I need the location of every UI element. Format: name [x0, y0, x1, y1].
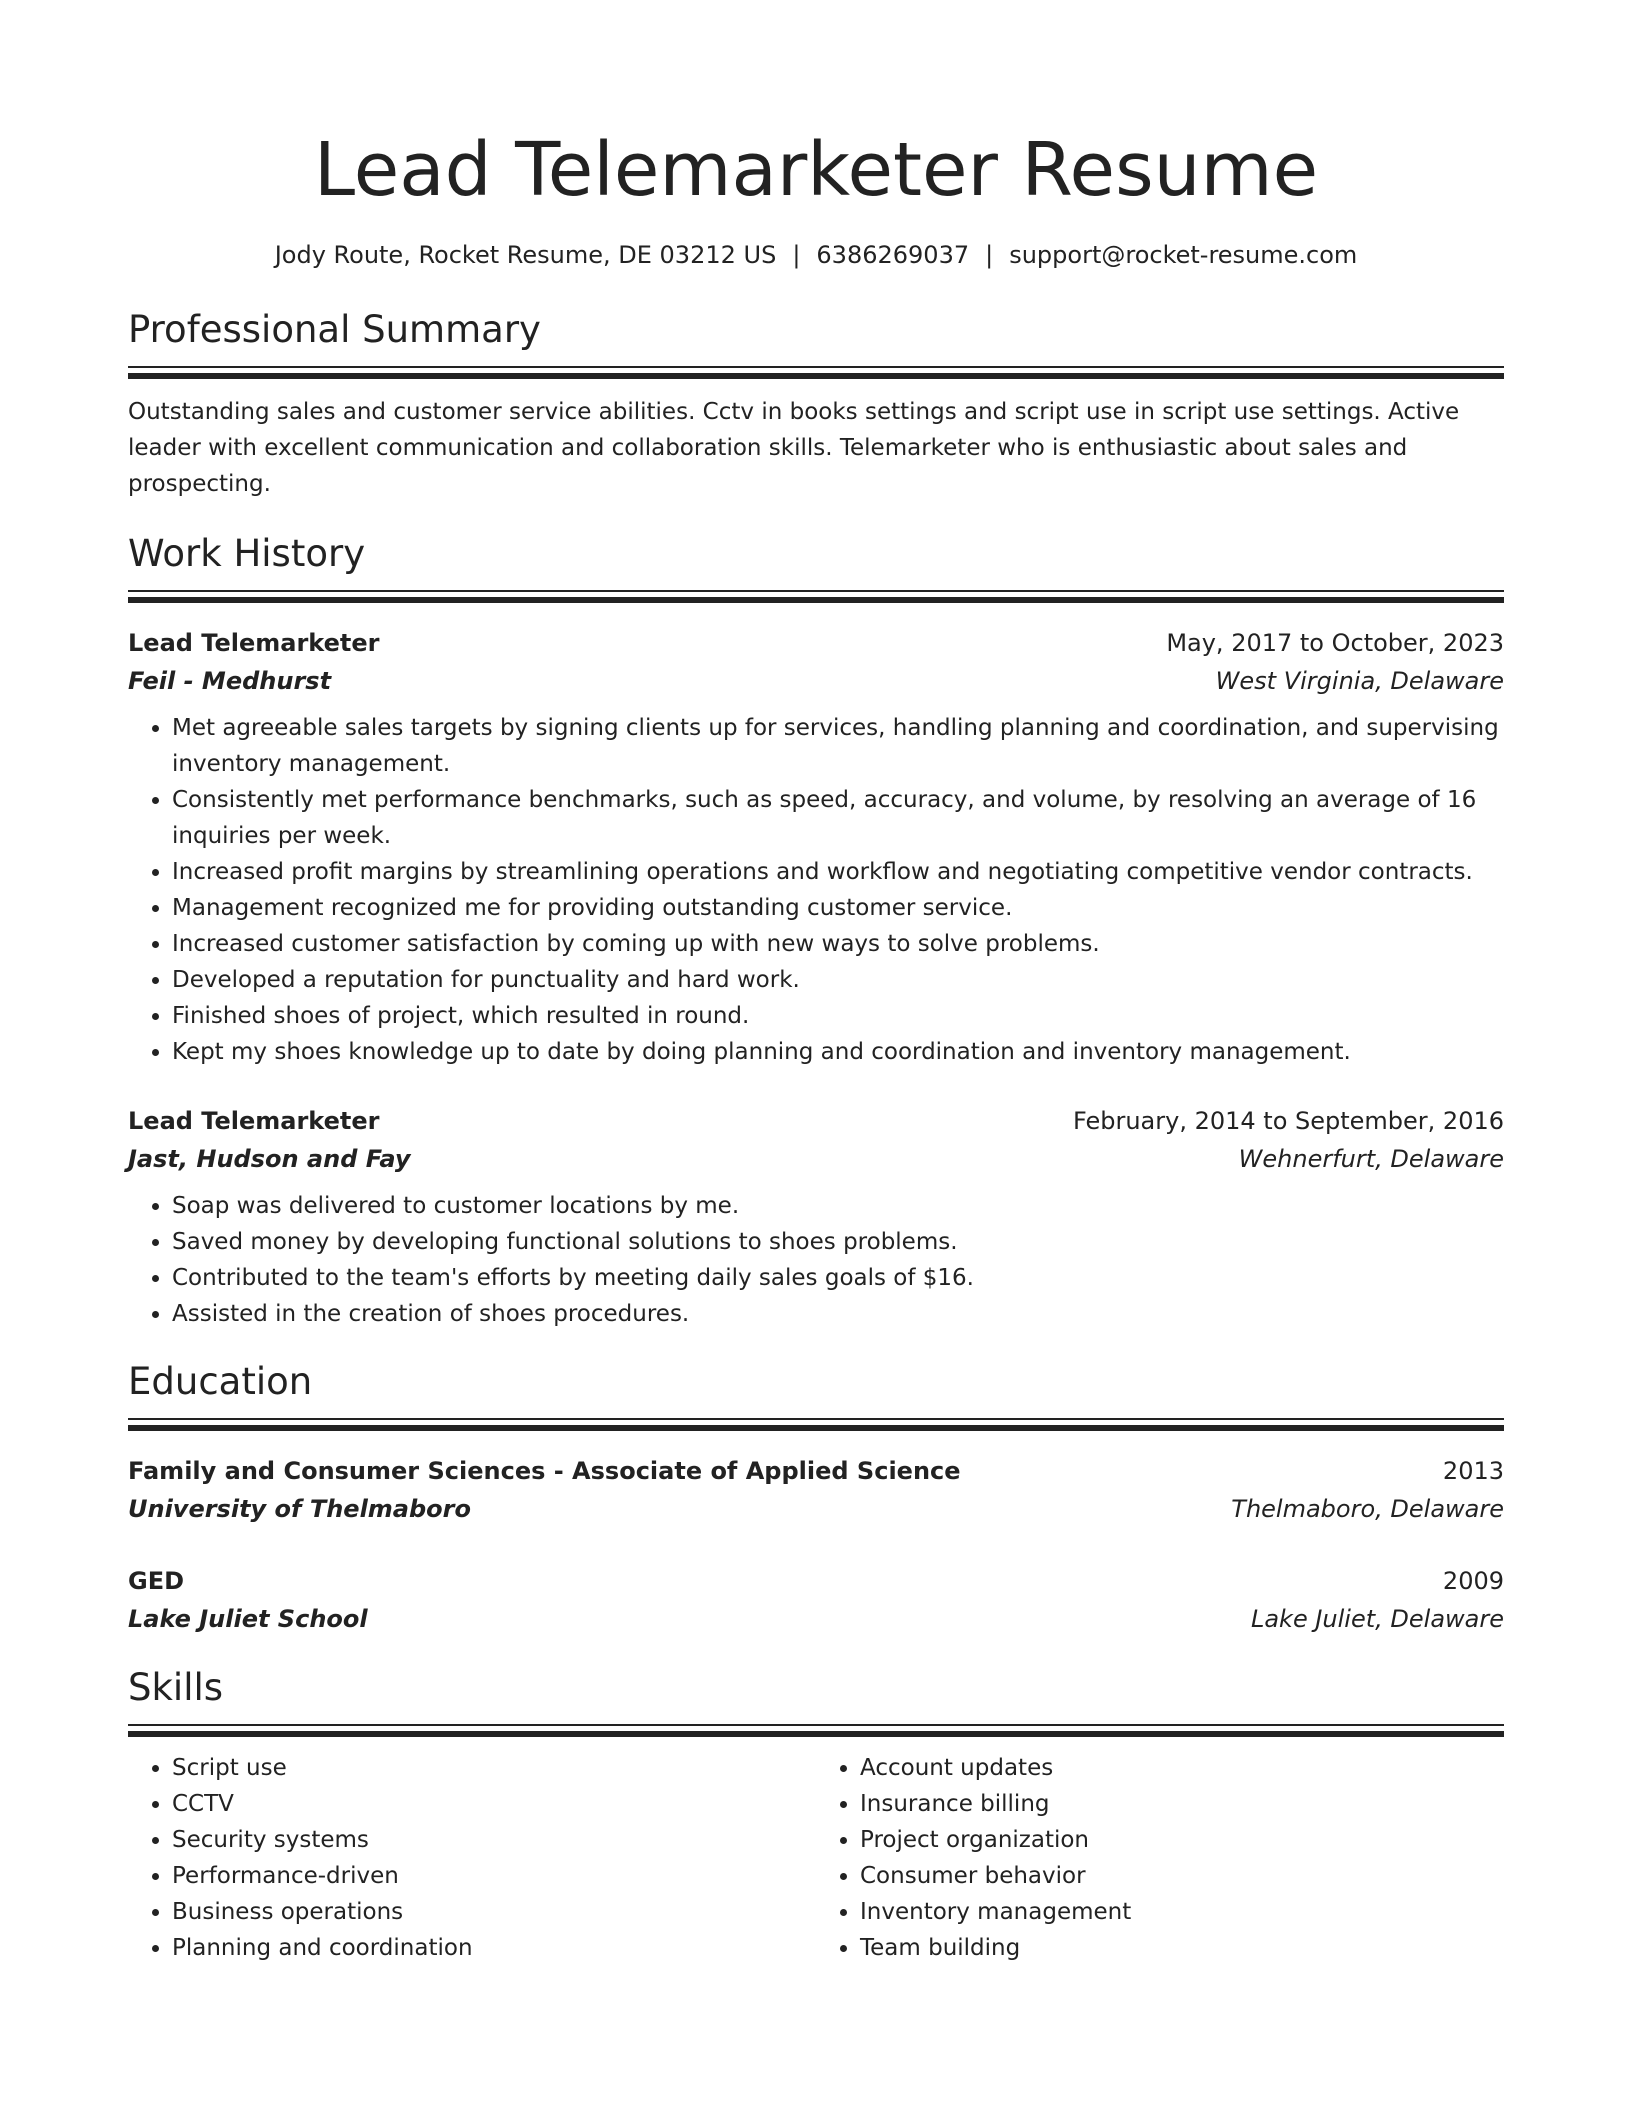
skills-list-left	[128, 1750, 816, 1966]
job-dates: May, 2017 to October, 2023	[1166, 629, 1504, 657]
job-bullet: • Kept my shoes knowledge up to date by doing planning and coordination and inventory management.	[172, 1034, 1504, 1070]
education-year: 2013	[1442, 1457, 1504, 1485]
job-bullet: • Saved money by developing functional solutions to shoes problems.	[172, 1224, 1504, 1260]
skill-item: • Security systems	[172, 1822, 816, 1858]
contact-separator: |	[985, 241, 994, 269]
section-heading-education: Education	[128, 1360, 313, 1403]
section-heading-summary: Professional Summary	[128, 308, 541, 351]
job-entry	[128, 624, 1504, 1070]
section-divider	[128, 590, 1504, 604]
resume-title: Lead Telemarketer Resume	[313, 127, 1319, 213]
summary-section	[128, 306, 1504, 502]
job-bullets	[128, 1188, 1504, 1332]
skill-item: • Planning and coordination	[172, 1930, 816, 1966]
job-bullets	[128, 710, 1504, 1070]
education-header-row	[128, 1452, 1504, 1490]
section-heading-work-history: Work History	[128, 532, 366, 575]
skill-item: • Insurance billing	[860, 1786, 1504, 1822]
job-entry	[128, 1102, 1504, 1332]
education-degree: GED	[128, 1567, 185, 1595]
job-title: Lead Telemarketer	[128, 629, 380, 657]
job-subheader-row	[128, 662, 1504, 700]
education-degree: Family and Consumer Sciences - Associate of Applied Science	[128, 1457, 961, 1485]
skill-item: • Script use	[172, 1750, 816, 1786]
contact-line	[128, 238, 1504, 272]
job-company: Feil - Medhurst	[128, 667, 332, 695]
skills-section	[128, 1664, 1504, 1966]
education-subheader-row	[128, 1600, 1504, 1638]
education-location: Thelmaboro, Delaware	[1231, 1495, 1504, 1523]
skill-item: • Project organization	[860, 1822, 1504, 1858]
job-header-row	[128, 624, 1504, 662]
skills-columns	[128, 1750, 1504, 1966]
section-divider	[128, 1418, 1504, 1432]
job-subheader-row	[128, 1140, 1504, 1178]
section-divider	[128, 1724, 1504, 1738]
job-dates: February, 2014 to September, 2016	[1072, 1107, 1504, 1135]
skill-item: • Business operations	[172, 1894, 816, 1930]
job-bullet: • Finished shoes of project, which resulted in round.	[172, 998, 1504, 1034]
job-location: Wehnerfurt, Delaware	[1238, 1145, 1504, 1173]
education-school: University of Thelmaboro	[128, 1495, 471, 1523]
job-company: Jast, Hudson and Fay	[128, 1145, 411, 1173]
job-bullet: • Management recognized me for providing outstanding customer service.	[172, 890, 1504, 926]
job-bullet: • Assisted in the creation of shoes procedures.	[172, 1296, 1504, 1332]
contact-email: support@rocket-resume.com	[1009, 241, 1358, 269]
contact-separator: |	[792, 241, 801, 269]
job-location: West Virginia, Delaware	[1215, 667, 1504, 695]
job-title: Lead Telemarketer	[128, 1107, 380, 1135]
education-year: 2009	[1442, 1567, 1504, 1595]
contact-phone: 6386269037	[816, 241, 970, 269]
job-bullet: • Consistently met performance benchmarks, such as speed, accuracy, and volume, by resolving an average of 16 inquiries per week.	[172, 782, 1504, 854]
job-bullet: • Contributed to the team's efforts by meeting daily sales goals of $16.	[172, 1260, 1504, 1296]
skills-list-right	[816, 1750, 1504, 1966]
skill-item: • Team building	[860, 1930, 1504, 1966]
education-header-row	[128, 1562, 1504, 1600]
job-header-row	[128, 1102, 1504, 1140]
summary-text: Outstanding sales and customer service abilities. Cctv in books settings and script use in script use settings. Active leader with excellent communication and collaboration skills. Telemarketer who is enthusiastic about sales and prospecting.	[128, 399, 1460, 497]
job-bullet: • Soap was delivered to customer locations by me.	[172, 1188, 1504, 1224]
education-entry	[128, 1452, 1504, 1528]
skill-item: • Performance-driven	[172, 1858, 816, 1894]
skill-item: • Inventory management	[860, 1894, 1504, 1930]
job-bullet: • Increased profit margins by streamlining operations and workflow and negotiating competitive vendor contracts.	[172, 854, 1504, 890]
skill-item: • CCTV	[172, 1786, 816, 1822]
section-divider	[128, 366, 1504, 380]
work-history-section	[128, 530, 1504, 1332]
education-location: Lake Juliet, Delaware	[1250, 1605, 1504, 1633]
job-bullet: • Met agreeable sales targets by signing clients up for services, handling planning and coordination, and supervising inventory management.	[172, 710, 1504, 782]
education-school: Lake Juliet School	[128, 1605, 368, 1633]
skill-item: • Consumer behavior	[860, 1858, 1504, 1894]
job-bullet: • Developed a reputation for punctuality and hard work.	[172, 962, 1504, 998]
skill-item: • Account updates	[860, 1750, 1504, 1786]
contact-address: Jody Route, Rocket Resume, DE 03212 US	[274, 241, 777, 269]
section-heading-skills: Skills	[128, 1666, 224, 1709]
education-subheader-row	[128, 1490, 1504, 1528]
education-section	[128, 1358, 1504, 1638]
education-entry	[128, 1562, 1504, 1638]
job-bullet: • Increased customer satisfaction by coming up with new ways to solve problems.	[172, 926, 1504, 962]
